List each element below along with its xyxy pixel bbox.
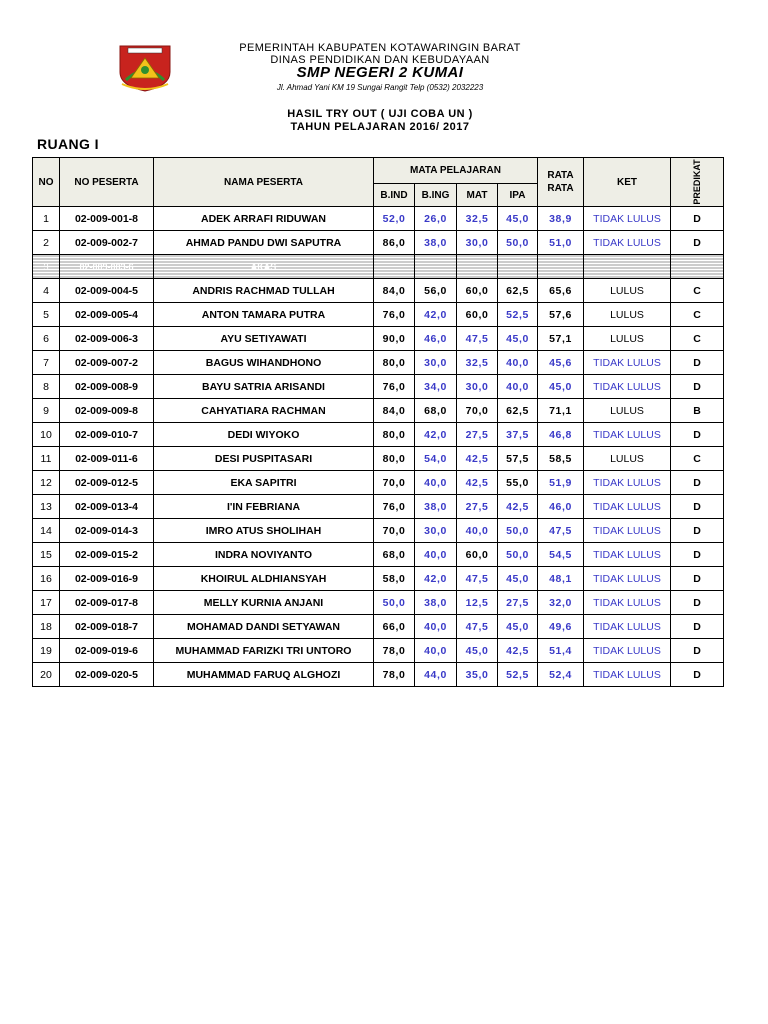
cell-ipa: 42,5 [498,639,538,663]
cell-ipa: 50,0 [498,231,538,255]
cell-predikat: B [671,399,724,423]
cell-bind: 80,0 [374,447,415,471]
cell-rata: 58,5 [538,447,584,471]
cell-rata: 54,5 [538,543,584,567]
cell-mat: 60,0 [457,303,498,327]
cell-mat: 47,5 [457,615,498,639]
cell-ipa [498,255,538,279]
cell-bind: 90,0 [374,327,415,351]
cell-nama: IMRO ATUS SHOLIHAH [154,519,374,543]
cell-rata: 45,6 [538,351,584,375]
cell-ipa: 50,0 [498,519,538,543]
cell-no-peserta: 02-009-016-9 [60,567,154,591]
cell-bing: 40,0 [415,543,457,567]
cell-rata: 57,1 [538,327,584,351]
cell-rata: 51,9 [538,471,584,495]
header-predikat-label: PREDIKAT [692,159,702,205]
cell-rata: 51,4 [538,639,584,663]
cell-bind: 84,0 [374,399,415,423]
government-name: PEMERINTAH KABUPATEN KOTAWARINGIN BARAT [239,42,521,54]
cell-mat: 60,0 [457,279,498,303]
cell-bing: 42,0 [415,423,457,447]
cell-predikat: D [671,543,724,567]
cell-mat [457,255,498,279]
cell-predikat: D [671,615,724,639]
cell-bind: 58,0 [374,567,415,591]
cell-predikat: D [671,591,724,615]
cell-mat: 27,5 [457,495,498,519]
school-address: Jl. Ahmad Yani KM 19 Sungai Rangit Telp (0532) 2032223 [276,83,484,92]
cell-predikat: C [671,327,724,351]
cell-no-peserta: 02-009-018-7 [60,615,154,639]
cell-ipa: 45,0 [498,207,538,231]
cell-ket: TIDAK LULUS [584,207,671,231]
table-row [33,543,724,567]
cell-mat: 35,0 [457,663,498,687]
cell-ipa: 57,5 [498,447,538,471]
cell-ipa: 62,5 [498,399,538,423]
cell-no-peserta: 02-009-004-5 [60,279,154,303]
cell-ket: TIDAK LULUS [584,567,671,591]
cell-bing: 54,0 [415,447,457,471]
cell-ket: TIDAK LULUS [584,615,671,639]
cell-ket: LULUS [584,303,671,327]
cell-rata: 47,5 [538,519,584,543]
department-name: DINAS PENDIDIKAN DAN KEBUDAYAAN [270,54,490,66]
cell-mat: 60,0 [457,543,498,567]
table-row [33,207,724,231]
cell-nama: MUHAMMAD FARIZKI TRI UNTORO [154,639,374,663]
cell-predikat: D [671,471,724,495]
cell-nama: ANDRIS RACHMAD TULLAH [154,279,374,303]
cell-ipa: 45,0 [498,567,538,591]
cell-ipa: 42,5 [498,495,538,519]
cell-nama: MUHAMMAD FARUQ ALGHOZI [154,663,374,687]
cell-nama: MOHAMAD DANDI SETYAWAN [154,615,374,639]
cell-ipa: 62,5 [498,279,538,303]
cell-ket: TIDAK LULUS [584,495,671,519]
cell-ipa: 55,0 [498,471,538,495]
cell-bing: 38,0 [415,495,457,519]
cell-no: 16 [33,567,60,591]
cell-predikat: D [671,231,724,255]
cell-mat: 47,5 [457,327,498,351]
cell-ket: TIDAK LULUS [584,591,671,615]
cell-no: 17 [33,591,60,615]
cell-rata: 49,6 [538,615,584,639]
table-row [33,303,724,327]
header-no-peserta: NO PESERTA [60,158,154,207]
cell-rata: 38,9 [538,207,584,231]
cell-nama: DESI PUSPITASARI [154,447,374,471]
report-title: HASIL TRY OUT ( UJI COBA UN ) [287,108,473,120]
cell-predikat: C [671,279,724,303]
table-row [33,447,724,471]
table-row [33,567,724,591]
cell-mat: 47,5 [457,567,498,591]
cell-rata: 48,1 [538,567,584,591]
cell-no-peserta: 02-009-020-5 [60,663,154,687]
cell-no-peserta: 02-009-008-9 [60,375,154,399]
cell-no: 14 [33,519,60,543]
cell-bind: 86,0 [374,231,415,255]
cell-no: 4 [33,279,60,303]
regency-emblem-icon [114,40,176,92]
cell-ket: TIDAK LULUS [584,471,671,495]
cell-rata: 65,6 [538,279,584,303]
cell-mat: 40,0 [457,519,498,543]
header-ipa: IPA [498,184,538,207]
cell-nama: I'IN FEBRIANA [154,495,374,519]
header-nama-peserta: NAMA PESERTA [154,158,374,207]
cell-predikat: D [671,423,724,447]
cell-no: 11 [33,447,60,471]
cell-bind: 68,0 [374,543,415,567]
cell-ket: TIDAK LULUS [584,543,671,567]
cell-no: 2 [33,231,60,255]
cell-nama: ADEK ARRAFI RIDUWAN [154,207,374,231]
cell-rata: 51,0 [538,231,584,255]
cell-no: 8 [33,375,60,399]
cell-predikat: D [671,495,724,519]
cell-bing: 40,0 [415,639,457,663]
cell-ipa: 45,0 [498,327,538,351]
cell-no-peserta: 02-009-011-6 [60,447,154,471]
cell-no-peserta: 02-009-003-6 [60,255,154,279]
cell-nama: CAHYATIARA RACHMAN [154,399,374,423]
cell-rata: 46,0 [538,495,584,519]
header-bing: B.ING [415,184,457,207]
cell-no: 15 [33,543,60,567]
cell-ket: TIDAK LULUS [584,519,671,543]
table-row [33,351,724,375]
table-row [33,375,724,399]
cell-mat: 27,5 [457,423,498,447]
table-row [33,399,724,423]
cell-no-peserta: 02-009-013-4 [60,495,154,519]
cell-ipa: 52,5 [498,303,538,327]
cell-rata [538,255,584,279]
cell-bind: 80,0 [374,351,415,375]
cell-ket: TIDAK LULUS [584,231,671,255]
cell-no: 3 [33,255,60,279]
table-body [33,207,724,687]
cell-no-peserta: 02-009-015-2 [60,543,154,567]
table-row [33,591,724,615]
table-row [33,639,724,663]
school-name: SMP NEGERI 2 KUMAI [296,64,464,81]
cell-bing: 26,0 [415,207,457,231]
cell-no-peserta: 02-009-007-2 [60,351,154,375]
cell-predikat: D [671,663,724,687]
cell-ipa: 50,0 [498,543,538,567]
table-row [33,471,724,495]
cell-no-peserta: 02-009-014-3 [60,519,154,543]
cell-no-peserta: 02-009-019-6 [60,639,154,663]
cell-ket: LULUS [584,447,671,471]
cell-no-peserta: 02-009-010-7 [60,423,154,447]
cell-predikat: D [671,639,724,663]
cell-nama: INDRA NOVIYANTO [154,543,374,567]
table-row [33,255,724,279]
cell-predikat: D [671,207,724,231]
room-label: RUANG I [37,136,99,152]
table-row [33,327,724,351]
cell-no: 18 [33,615,60,639]
cell-nama: AYU SETIYAWATI [154,327,374,351]
cell-mat: 45,0 [457,639,498,663]
table-row [33,279,724,303]
cell-rata: 52,4 [538,663,584,687]
cell-no-peserta: 02-009-001-8 [60,207,154,231]
cell-bind: 76,0 [374,375,415,399]
header-mat: MAT [457,184,498,207]
cell-ket: LULUS [584,279,671,303]
cell-no: 12 [33,471,60,495]
cell-nama: KHOIRUL ALDHIANSYAH [154,567,374,591]
table-row [33,423,724,447]
cell-no-peserta: 02-009-002-7 [60,231,154,255]
cell-ipa: 40,0 [498,351,538,375]
cell-ket: LULUS [584,327,671,351]
table-row [33,663,724,687]
cell-bind: 66,0 [374,615,415,639]
cell-bing: 38,0 [415,231,457,255]
cell-nama: EKA SAPITRI [154,471,374,495]
table-row [33,495,724,519]
cell-nama: MELLY KURNIA ANJANI [154,591,374,615]
cell-mat: 30,0 [457,375,498,399]
report-year: TAHUN PELAJARAN 2016/ 2017 [290,121,470,133]
header-bind: B.IND [374,184,415,207]
cell-nama: BAYU SATRIA ARISANDI [154,375,374,399]
cell-no: 13 [33,495,60,519]
cell-mat: 32,5 [457,351,498,375]
cell-rata: 57,6 [538,303,584,327]
cell-ipa: 52,5 [498,663,538,687]
cell-predikat: D [671,519,724,543]
header-no: NO [33,158,60,207]
cell-nama: AKAS [154,255,374,279]
cell-no: 9 [33,399,60,423]
cell-bing: 30,0 [415,519,457,543]
cell-bind [374,255,415,279]
cell-rata: 32,0 [538,591,584,615]
cell-ipa: 37,5 [498,423,538,447]
cell-ket: TIDAK LULUS [584,351,671,375]
cell-bing: 46,0 [415,327,457,351]
cell-no-peserta: 02-009-012-5 [60,471,154,495]
cell-rata: 71,1 [538,399,584,423]
cell-ket: TIDAK LULUS [584,375,671,399]
cell-bind: 70,0 [374,471,415,495]
cell-no-peserta: 02-009-006-3 [60,327,154,351]
cell-bind: 78,0 [374,639,415,663]
cell-mat: 30,0 [457,231,498,255]
cell-mat: 42,5 [457,471,498,495]
cell-ket: LULUS [584,399,671,423]
cell-bind: 78,0 [374,663,415,687]
table-row [33,519,724,543]
cell-nama: ANTON TAMARA PUTRA [154,303,374,327]
cell-no: 5 [33,303,60,327]
cell-ket: TIDAK LULUS [584,639,671,663]
cell-bing: 30,0 [415,351,457,375]
cell-bind: 80,0 [374,423,415,447]
cell-ipa: 45,0 [498,615,538,639]
cell-nama: DEDI WIYOKO [154,423,374,447]
cell-predikat [671,255,724,279]
cell-no-peserta: 02-009-009-8 [60,399,154,423]
cell-bing: 40,0 [415,471,457,495]
cell-predikat: D [671,567,724,591]
table-row [33,231,724,255]
cell-no: 19 [33,639,60,663]
cell-ket: TIDAK LULUS [584,423,671,447]
header-mata-pelajaran: MATA PELAJARAN [374,158,538,184]
cell-bing: 40,0 [415,615,457,639]
header-ket: KET [584,158,671,207]
cell-no: 6 [33,327,60,351]
cell-mat: 32,5 [457,207,498,231]
cell-bind: 76,0 [374,303,415,327]
cell-bind: 84,0 [374,279,415,303]
cell-bing: 38,0 [415,591,457,615]
scores-table [32,157,724,687]
cell-bing: 42,0 [415,567,457,591]
cell-rata: 45,0 [538,375,584,399]
header-predikat [671,158,724,207]
cell-predikat: D [671,375,724,399]
cell-mat: 70,0 [457,399,498,423]
cell-ipa: 27,5 [498,591,538,615]
cell-bind: 70,0 [374,519,415,543]
cell-bing: 42,0 [415,303,457,327]
cell-mat: 42,5 [457,447,498,471]
cell-predikat: C [671,303,724,327]
table-row [33,615,724,639]
cell-no: 7 [33,351,60,375]
cell-rata: 46,8 [538,423,584,447]
cell-bing: 44,0 [415,663,457,687]
cell-no: 1 [33,207,60,231]
header-rata-rata: RATA RATA [538,158,584,207]
cell-no: 20 [33,663,60,687]
cell-predikat: C [671,447,724,471]
table-header [33,158,724,207]
cell-ket: TIDAK LULUS [584,663,671,687]
cell-bind: 50,0 [374,591,415,615]
cell-nama: BAGUS WIHANDHONO [154,351,374,375]
cell-predikat: D [671,351,724,375]
cell-ket [584,255,671,279]
cell-no-peserta: 02-009-005-4 [60,303,154,327]
cell-bing: 56,0 [415,279,457,303]
cell-bing: 34,0 [415,375,457,399]
cell-ipa: 40,0 [498,375,538,399]
cell-bind: 76,0 [374,495,415,519]
cell-mat: 12,5 [457,591,498,615]
cell-nama: AHMAD PANDU DWI SAPUTRA [154,231,374,255]
cell-no: 10 [33,423,60,447]
cell-bind: 52,0 [374,207,415,231]
cell-bing [415,255,457,279]
cell-no-peserta: 02-009-017-8 [60,591,154,615]
cell-bing: 68,0 [415,399,457,423]
